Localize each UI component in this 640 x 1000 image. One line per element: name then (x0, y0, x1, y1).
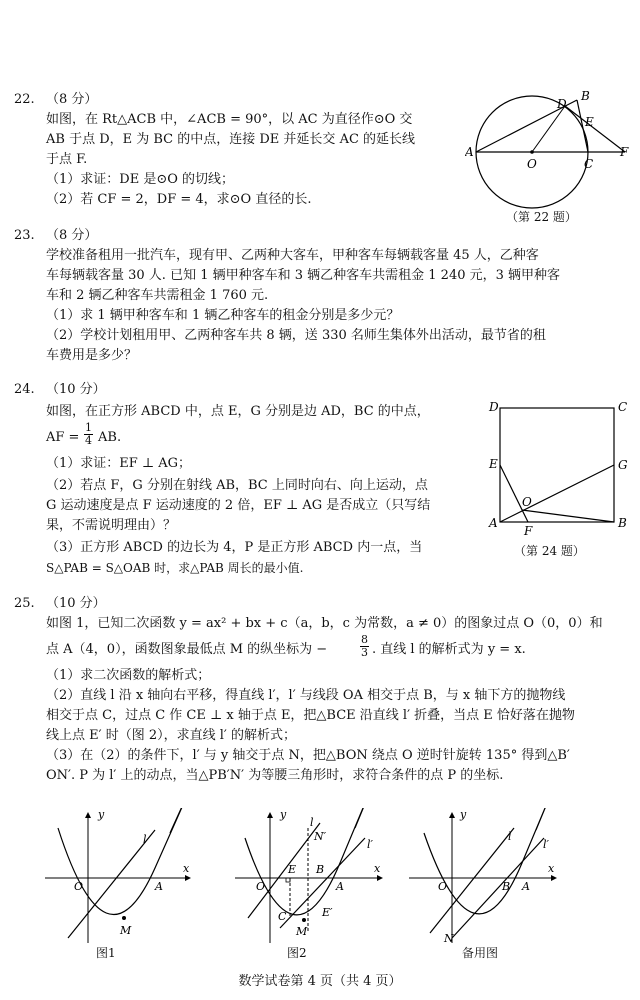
q25-line-2a: 点 A（4，0），函数图象最低点 M 的纵坐标为 − (46, 642, 328, 657)
q25-caption-backup: 备用图 (462, 946, 499, 960)
q22-label-e: E (585, 115, 594, 129)
svg-text:l: l (310, 816, 314, 829)
q24-fraction (84, 422, 93, 447)
svg-text:x: x (374, 862, 381, 875)
q24-line-5: G 运动速度是点 F 运动速度的 2 倍，EF ⊥ AG 是否成立（只写结 (46, 498, 431, 513)
q24-line-6: 果，不需说明理由）？ (46, 518, 177, 533)
q25-figure-backup (404, 808, 564, 948)
svg-text:N′: N′ (314, 830, 327, 843)
svg-text:l′: l′ (543, 838, 550, 851)
q22-line-4: （1）求证：DE 是⊙O 的切线； (46, 172, 234, 187)
q22-label-f: F (620, 145, 629, 159)
page-footer: 数学试卷第 4 页（共 4 页） (238, 974, 402, 989)
q25-number: 25. (14, 596, 35, 611)
q24-frac-den: 4 (85, 434, 92, 447)
q22-label-b: B (581, 89, 590, 103)
q24-label-c: C (618, 400, 628, 414)
q22-line-2: AB 于点 D，E 为 BC 的中点，连接 DE 并延长交 AC 的延长线 (46, 132, 416, 147)
q23-line-4: （1）求 1 辆甲种客车和 1 辆乙种客车的租金分别是多少元？ (46, 308, 400, 323)
svg-text:M: M (296, 925, 308, 938)
question-22 (14, 90, 454, 210)
svg-text:A: A (336, 880, 344, 893)
q24-line-2-suffix: AB. (98, 430, 122, 445)
q23-line-1: 学校准备租用一批汽车，现有甲、乙两种大客车，甲种客车每辆载客量 45 人，乙种客 (46, 248, 539, 263)
q24-figure (484, 396, 634, 536)
q24-label-d: D (489, 400, 499, 414)
svg-text:x: x (183, 862, 190, 875)
q25-caption-2: 图2 (287, 946, 307, 960)
q24-score: （10 分） (46, 382, 106, 397)
svg-text:O: O (74, 880, 84, 893)
q23-line-3: 车和 2 辆乙种客车共需租金 1 760 元. (46, 288, 269, 303)
q25-line-7: （3）在（2）的条件下，l′ 与 y 轴交于点 N，把△BON 绕点 O 逆时针旋转 135° 得到△B′ (46, 748, 570, 763)
q25-frac-den: 3 (361, 646, 368, 659)
q25-line-2b: . 直线 l 的解析式为 y = x. (372, 642, 526, 657)
q25-score: （10 分） (46, 596, 106, 611)
q24-line-2-prefix: AF = (46, 430, 80, 445)
q22-label-a: A (465, 145, 474, 159)
q24-line-3: （1）求证：EF ⊥ AG； (46, 456, 192, 471)
svg-text:E′: E′ (322, 906, 333, 919)
svg-text:A: A (522, 880, 530, 893)
q25-line-4: （2）直线 l 沿 x 轴向右平移，得直线 l′，l′ 与线段 OA 相交于点 B，与 x 轴下方的抛物线 (46, 688, 566, 703)
q24-line-8: S△PAB = S△OAB 时，求△PAB 周长的最小值. (46, 561, 304, 575)
q22-number: 22. (14, 92, 35, 107)
question-25 (14, 594, 634, 783)
svg-text:A: A (155, 880, 163, 893)
q25-line-6: 线上点 E′ 时（图 2），求直线 l′ 的解析式； (46, 728, 296, 743)
svg-text:B: B (502, 880, 511, 893)
q24-label-g: G (618, 458, 628, 472)
q25-line-1: 如图 1，已知二次函数 y = ax² + bx + c（a，b，c 为常数，a ≠ 0）的图象过点 O（0，0）和 (46, 616, 603, 631)
q23-score: （8 分） (46, 228, 98, 243)
q24-caption: （第 24 题） (514, 544, 585, 558)
svg-text:l: l (143, 833, 147, 846)
svg-text:y: y (460, 808, 467, 821)
q24-label-e: E (489, 457, 498, 471)
q25-line-5: 相交于点 C，过点 C 作 CE ⊥ x 轴于点 E，把△BCE 沿直线 l′ 折叠，当点 E 恰好落在抛物 (46, 708, 575, 723)
svg-text:x: x (548, 862, 555, 875)
q25-line-8: ON′. P 为 l′ 上的动点，当△PB′N′ 为等腰三角形时，求符合条件的点 P 的坐标. (46, 768, 504, 783)
q22-label-c: C (584, 157, 594, 171)
q24-line-1: 如图，在正方形 ABCD 中，点 E，G 分别是边 AD，BC 的中点， (46, 404, 430, 419)
question-23 (14, 226, 634, 363)
q24-line-4: （2）若点 F，G 分别在射线 AB，BC 上同时向右、向上运动，点 (46, 478, 428, 493)
svg-text:y: y (280, 808, 287, 821)
q23-line-2: 车每辆载客量 30 人. 已知 1 辆甲种客车和 3 辆乙种客车共需租金 1 240 元，3 辆甲种客 (46, 268, 561, 283)
q22-line-3: 于点 F. (46, 152, 88, 167)
svg-text:y: y (98, 808, 105, 821)
q22-label-o: O (527, 157, 537, 171)
svg-text:C: C (278, 910, 287, 923)
q25-figure-1 (40, 808, 195, 948)
svg-text:B: B (316, 863, 325, 876)
q22-label-d: D (557, 97, 567, 111)
q24-label-o: O (522, 495, 532, 509)
q24-frac-num: 1 (85, 421, 92, 434)
svg-text:O: O (256, 880, 266, 893)
q24-label-b: B (618, 516, 627, 530)
q25-line-3: （1）求二次函数的解析式； (46, 668, 211, 683)
question-24 (14, 380, 484, 580)
svg-text:l: l (508, 830, 512, 843)
svg-text:O: O (438, 880, 448, 893)
q22-caption: （第 22 题） (506, 210, 577, 224)
svg-text:M: M (120, 924, 132, 937)
q23-number: 23. (14, 228, 35, 243)
svg-text:l′: l′ (367, 838, 374, 851)
q22-figure (465, 88, 635, 218)
q25-figure-2 (230, 808, 390, 948)
q25-caption-1: 图1 (96, 946, 116, 960)
q24-label-f: F (524, 524, 533, 536)
q24-number: 24. (14, 382, 35, 397)
q23-line-5: （2）学校计划租用甲、乙两种客车共 8 辆，送 330 名师生集体外出活动，最节省的租 (46, 328, 546, 343)
q22-line-1: 如图，在 Rt△ACB 中，∠ACB = 90°，以 AC 为直径作⊙O 交 (46, 112, 413, 127)
q25-frac-num: 8 (361, 633, 368, 646)
q23-line-6: 车费用是多少？ (46, 348, 138, 363)
q24-label-a: A (489, 516, 498, 530)
svg-text:N: N (444, 932, 454, 945)
q25-fraction (360, 634, 369, 659)
q22-score: （8 分） (46, 92, 98, 107)
q24-line-7: （3）正方形 ABCD 的边长为 4，P 是正方形 ABCD 内一点，当 (46, 540, 423, 555)
svg-text:E: E (288, 863, 297, 876)
q22-line-5: （2）若 CF = 2，DF = 4，求⊙O 直径的长. (46, 192, 312, 207)
